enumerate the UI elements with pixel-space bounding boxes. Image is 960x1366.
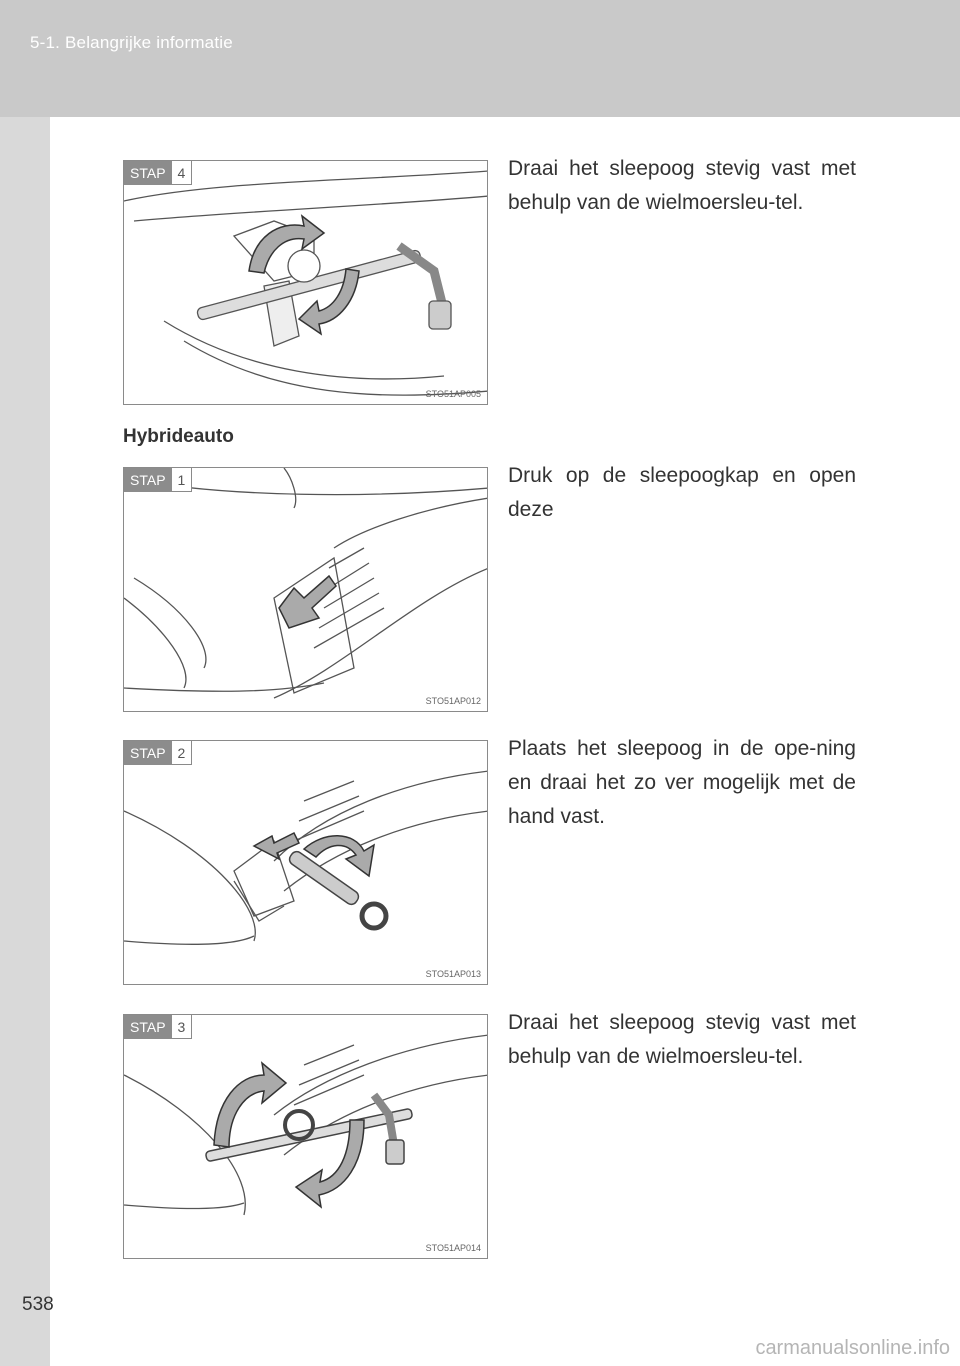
tighten-towing-eye-illustration [124, 1015, 488, 1259]
step-number: 4 [172, 161, 193, 185]
figure-step-2 [123, 740, 488, 985]
step-number: 2 [172, 741, 193, 765]
step-badge [124, 468, 192, 492]
figure-code: STO51AP005 [425, 389, 481, 399]
step-number: 1 [172, 468, 193, 492]
towing-eye-wrench-illustration [124, 161, 488, 405]
step-word: STAP [124, 468, 172, 492]
step-4-text: Draai het sleepoog stevig vast met behulp van de wielmoersleu-tel. [508, 157, 856, 214]
chapter-title: 5-1. Belangrijke informatie [30, 33, 233, 52]
step-word: STAP [124, 741, 172, 765]
figure-code: STO51AP012 [425, 696, 481, 706]
step-word: STAP [124, 161, 172, 185]
figure-step-4 [123, 160, 488, 405]
tow-cover-illustration [124, 468, 488, 712]
step-badge [124, 741, 192, 765]
step-number: 3 [172, 1015, 193, 1039]
page-header [0, 0, 960, 117]
step-1-text: Druk op de sleepoogkap en open deze [508, 464, 856, 521]
figure-step-3 [123, 1014, 488, 1259]
step-badge [124, 1015, 192, 1039]
figure-code: STO51AP014 [425, 1243, 481, 1253]
page-number: 538 [22, 1294, 54, 1315]
watermark: carmanualsonline.info [755, 1337, 950, 1359]
step-2-text: Plaats het sleepoog in de ope-ning en draai het zo ver mogelijk met de hand vast. [508, 737, 856, 828]
figure-step-1 [123, 467, 488, 712]
insert-towing-eye-illustration [124, 741, 488, 985]
step-3-text: Draai het sleepoog stevig vast met behulp van de wielmoersleu-tel. [508, 1011, 856, 1068]
figure-code: STO51AP013 [425, 969, 481, 979]
step-word: STAP [124, 1015, 172, 1039]
side-band [0, 117, 50, 1366]
section-heading: Hybrideauto [123, 426, 234, 447]
step-badge [124, 161, 192, 185]
